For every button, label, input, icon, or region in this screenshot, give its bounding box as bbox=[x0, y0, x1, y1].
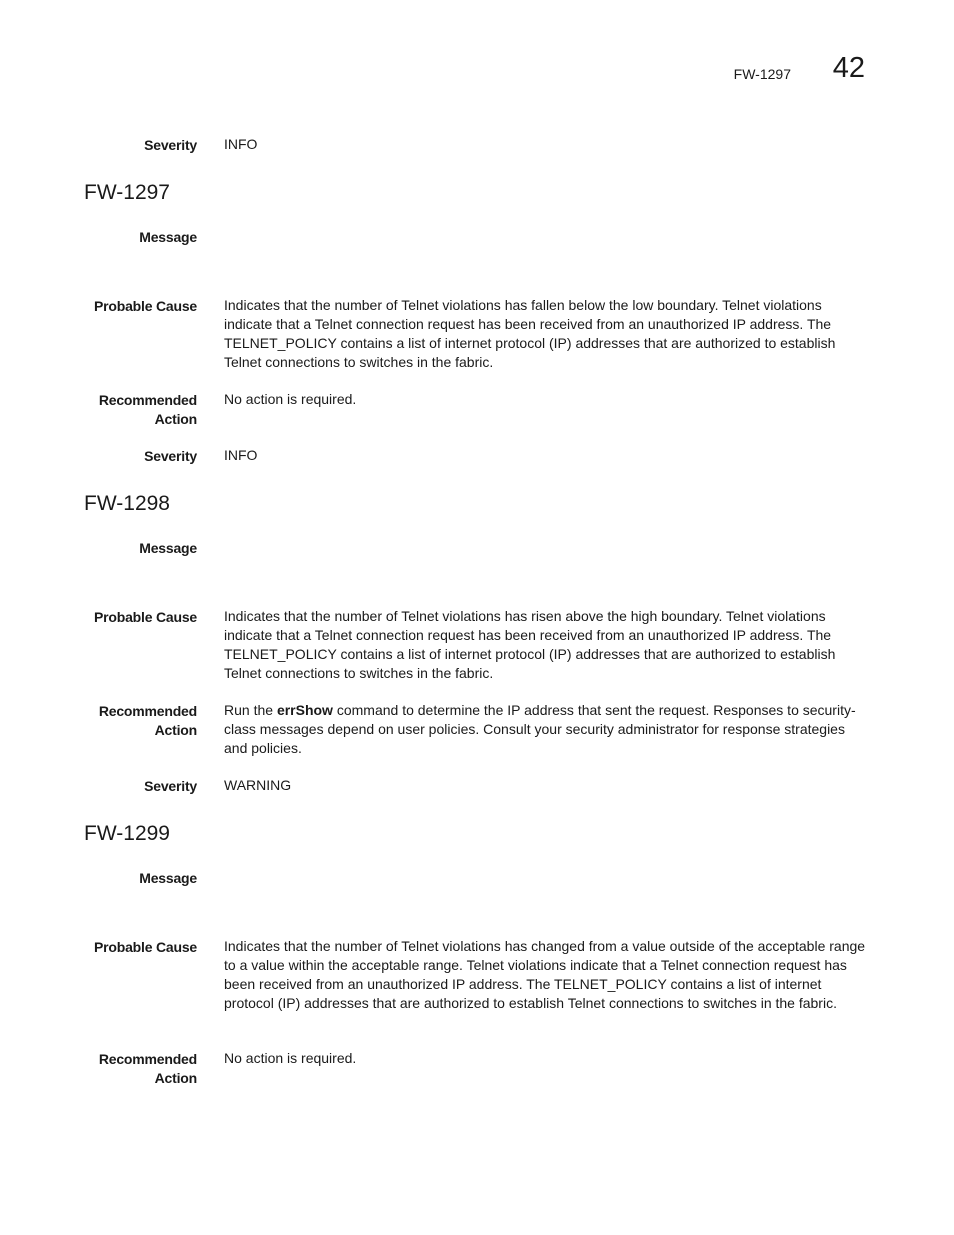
recommended-label-line: Recommended bbox=[98, 703, 197, 719]
probable-cause-label: Probable Cause bbox=[93, 298, 197, 314]
recommended-action-text bbox=[224, 701, 872, 758]
severity-value: INFO bbox=[224, 136, 258, 152]
recommended-action-text: No action is required. bbox=[224, 1050, 357, 1066]
section-title: FW-1298 bbox=[84, 492, 170, 515]
probable-cause-label: Probable Cause bbox=[93, 939, 197, 955]
probable-cause-label: Probable Cause bbox=[93, 609, 197, 625]
command-name: errShow bbox=[276, 702, 333, 718]
recommended-action-label bbox=[60, 1050, 197, 1088]
probable-cause-text: Indicates that the number of Telnet violations has fallen below the low boundary. Telnet violations indicate that a Telnet connection request has been received from an unauthorized IP address. The TELNET_POLICY contains a list of internet protocol (IP) addresses that are authorized to establish Telnet connections to switches in the fabric. bbox=[224, 297, 836, 370]
action-text-end: command to determine the IP address that sent the request. Responses to security-class messages depend on user policies. Consult your security administrator for response strategies and policies. bbox=[224, 702, 856, 756]
severity-value: INFO bbox=[224, 447, 258, 463]
section-title: FW-1297 bbox=[84, 181, 170, 204]
probable-cause-text: Indicates that the number of Telnet violations has changed from a value outside of the acceptable range to a value within the acceptable range. Telnet violations indicate that a Telnet connection request has been received from an unauthorized IP address. The TELNET_POLICY contains a list of internet protocol (IP) addresses that are authorized to establish Telnet connections to switches in the fabric. bbox=[224, 938, 866, 1011]
action-label-line: Action bbox=[154, 1070, 197, 1086]
running-header-code: FW-1297 bbox=[733, 66, 791, 82]
message-label: Message bbox=[139, 229, 197, 245]
message-label: Message bbox=[139, 870, 197, 886]
chapter-number: 42 bbox=[832, 52, 865, 84]
probable-cause-text: Indicates that the number of Telnet violations has risen above the high boundary. Telnet violations indicate that a Telnet connection request has been received from an unauthorized IP address. The TELNET_POLICY contains a list of internet protocol (IP) addresses that are authorized to establish Telnet connections to switches in the fabric. bbox=[224, 608, 836, 681]
message-label: Message bbox=[139, 540, 197, 556]
recommended-action-label bbox=[60, 702, 197, 740]
severity-label: Severity bbox=[144, 778, 197, 794]
recommended-action-label bbox=[60, 391, 197, 429]
severity-label: Severity bbox=[144, 137, 197, 153]
action-label-line: Action bbox=[154, 722, 197, 738]
action-label-line: Action bbox=[154, 411, 197, 427]
severity-label: Severity bbox=[144, 448, 197, 464]
recommended-label-line: Recommended bbox=[98, 1051, 197, 1067]
action-text-start: Run the bbox=[224, 702, 277, 718]
section-title: FW-1299 bbox=[84, 822, 170, 845]
recommended-action-text: No action is required. bbox=[224, 391, 357, 407]
recommended-label-line: Recommended bbox=[98, 392, 197, 408]
severity-value: WARNING bbox=[224, 777, 292, 793]
